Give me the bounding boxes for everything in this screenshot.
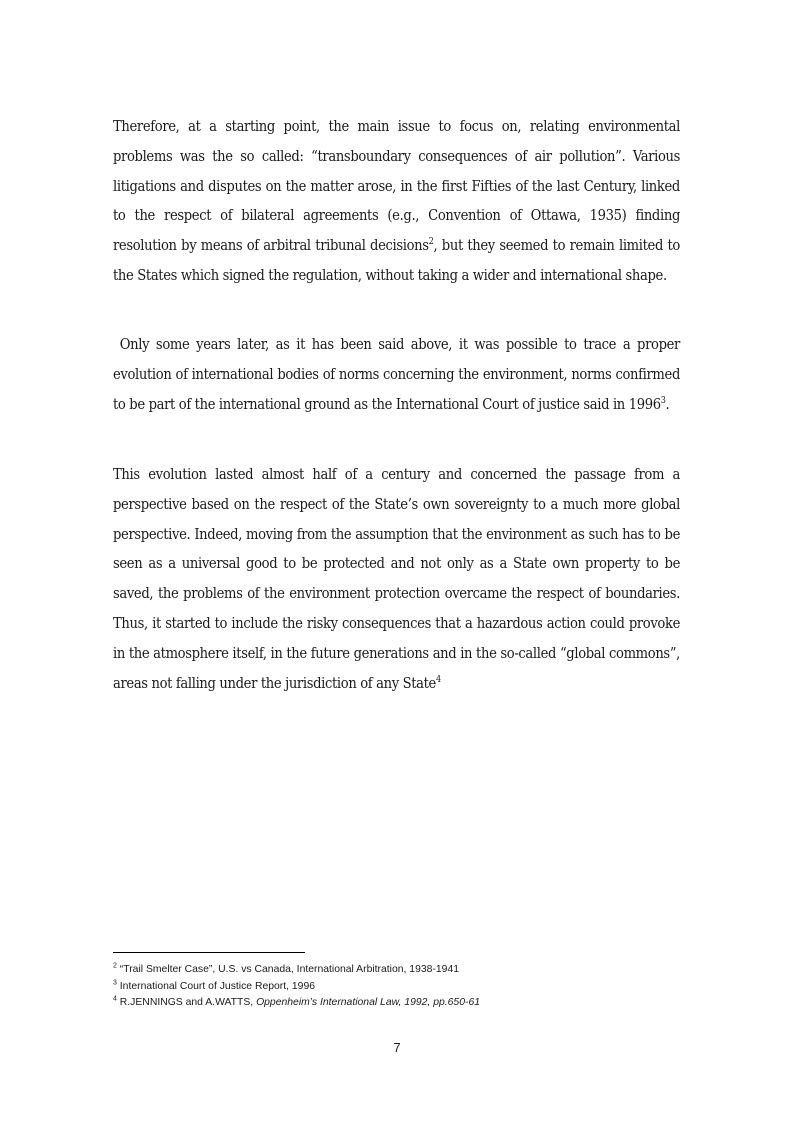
footnote-italic-text: Oppenheim’s International Law, 1992, pp.650-61: [256, 997, 481, 1008]
footnotes-section: [113, 962, 680, 1012]
paragraph-text: Therefore, at a starting point, the main issue to focus on, relating environmental problems was the so called: “transboundary consequences of air pollution”. Various litigations and disputes on the matter arose, in the first Fifties of the last Century, linked to the respect of bilateral agreements (e.g., Convention of Ottawa, 1935) finding resolution by means of arbitral tribunal decisions: [113, 118, 680, 255]
footnote-reference: 2: [428, 237, 434, 248]
footnote-separator: [113, 952, 305, 953]
paragraph-text: Only some years later, as it has been said above, it was possible to trace a proper evolution of international bodies of norms concerning the environment, norms confirmed to be part of the international ground as the International Court of justice said in 1996: [113, 336, 684, 413]
footnote-number: 2: [113, 962, 117, 970]
footnote-number: 3: [113, 979, 117, 987]
body-paragraph-1: [113, 112, 680, 291]
body-paragraph-3: [113, 460, 680, 698]
footnote-number: 4: [113, 995, 117, 1003]
paragraph-text: .: [665, 395, 670, 413]
footnote-reference: 3: [660, 395, 666, 406]
paragraph-text: This evolution lasted almost half of a century and concerned the passage from a perspective based on the respect of the State’s own sovereignty to a much more global perspective. Indeed, moving from the assumption that the environment as such has to be seen as a universal good to be protected and not only as a State own property to be saved, the problems of the environment protection overcame the respect of boundaries. Thus, it started to include the risky consequences that a hazardous action could provoke in the atmosphere itself, in the future generations and in the so-called “global commons”, areas not falling under the jurisdiction of any State: [113, 466, 680, 692]
footnote-text: “Trail Smelter Case”, U.S. vs Canada, International Arbitration, 1938-1941: [116, 964, 459, 975]
footnote-3: [113, 979, 680, 996]
page-number: 7: [393, 1040, 401, 1055]
footnote-2: [113, 962, 680, 979]
body-paragraph-2: [113, 330, 684, 419]
paragraph-text: , but they seemed to remain limited to the States which signed the regulation, without taking a wider and international shape.: [113, 237, 680, 284]
footnote-text: R.JENNINGS and A.WATTS,: [116, 997, 257, 1008]
footnote-reference: 4: [435, 674, 441, 685]
footnote-text: International Court of Justice Report, 1996: [116, 980, 316, 992]
footnote-4: [113, 995, 680, 1012]
